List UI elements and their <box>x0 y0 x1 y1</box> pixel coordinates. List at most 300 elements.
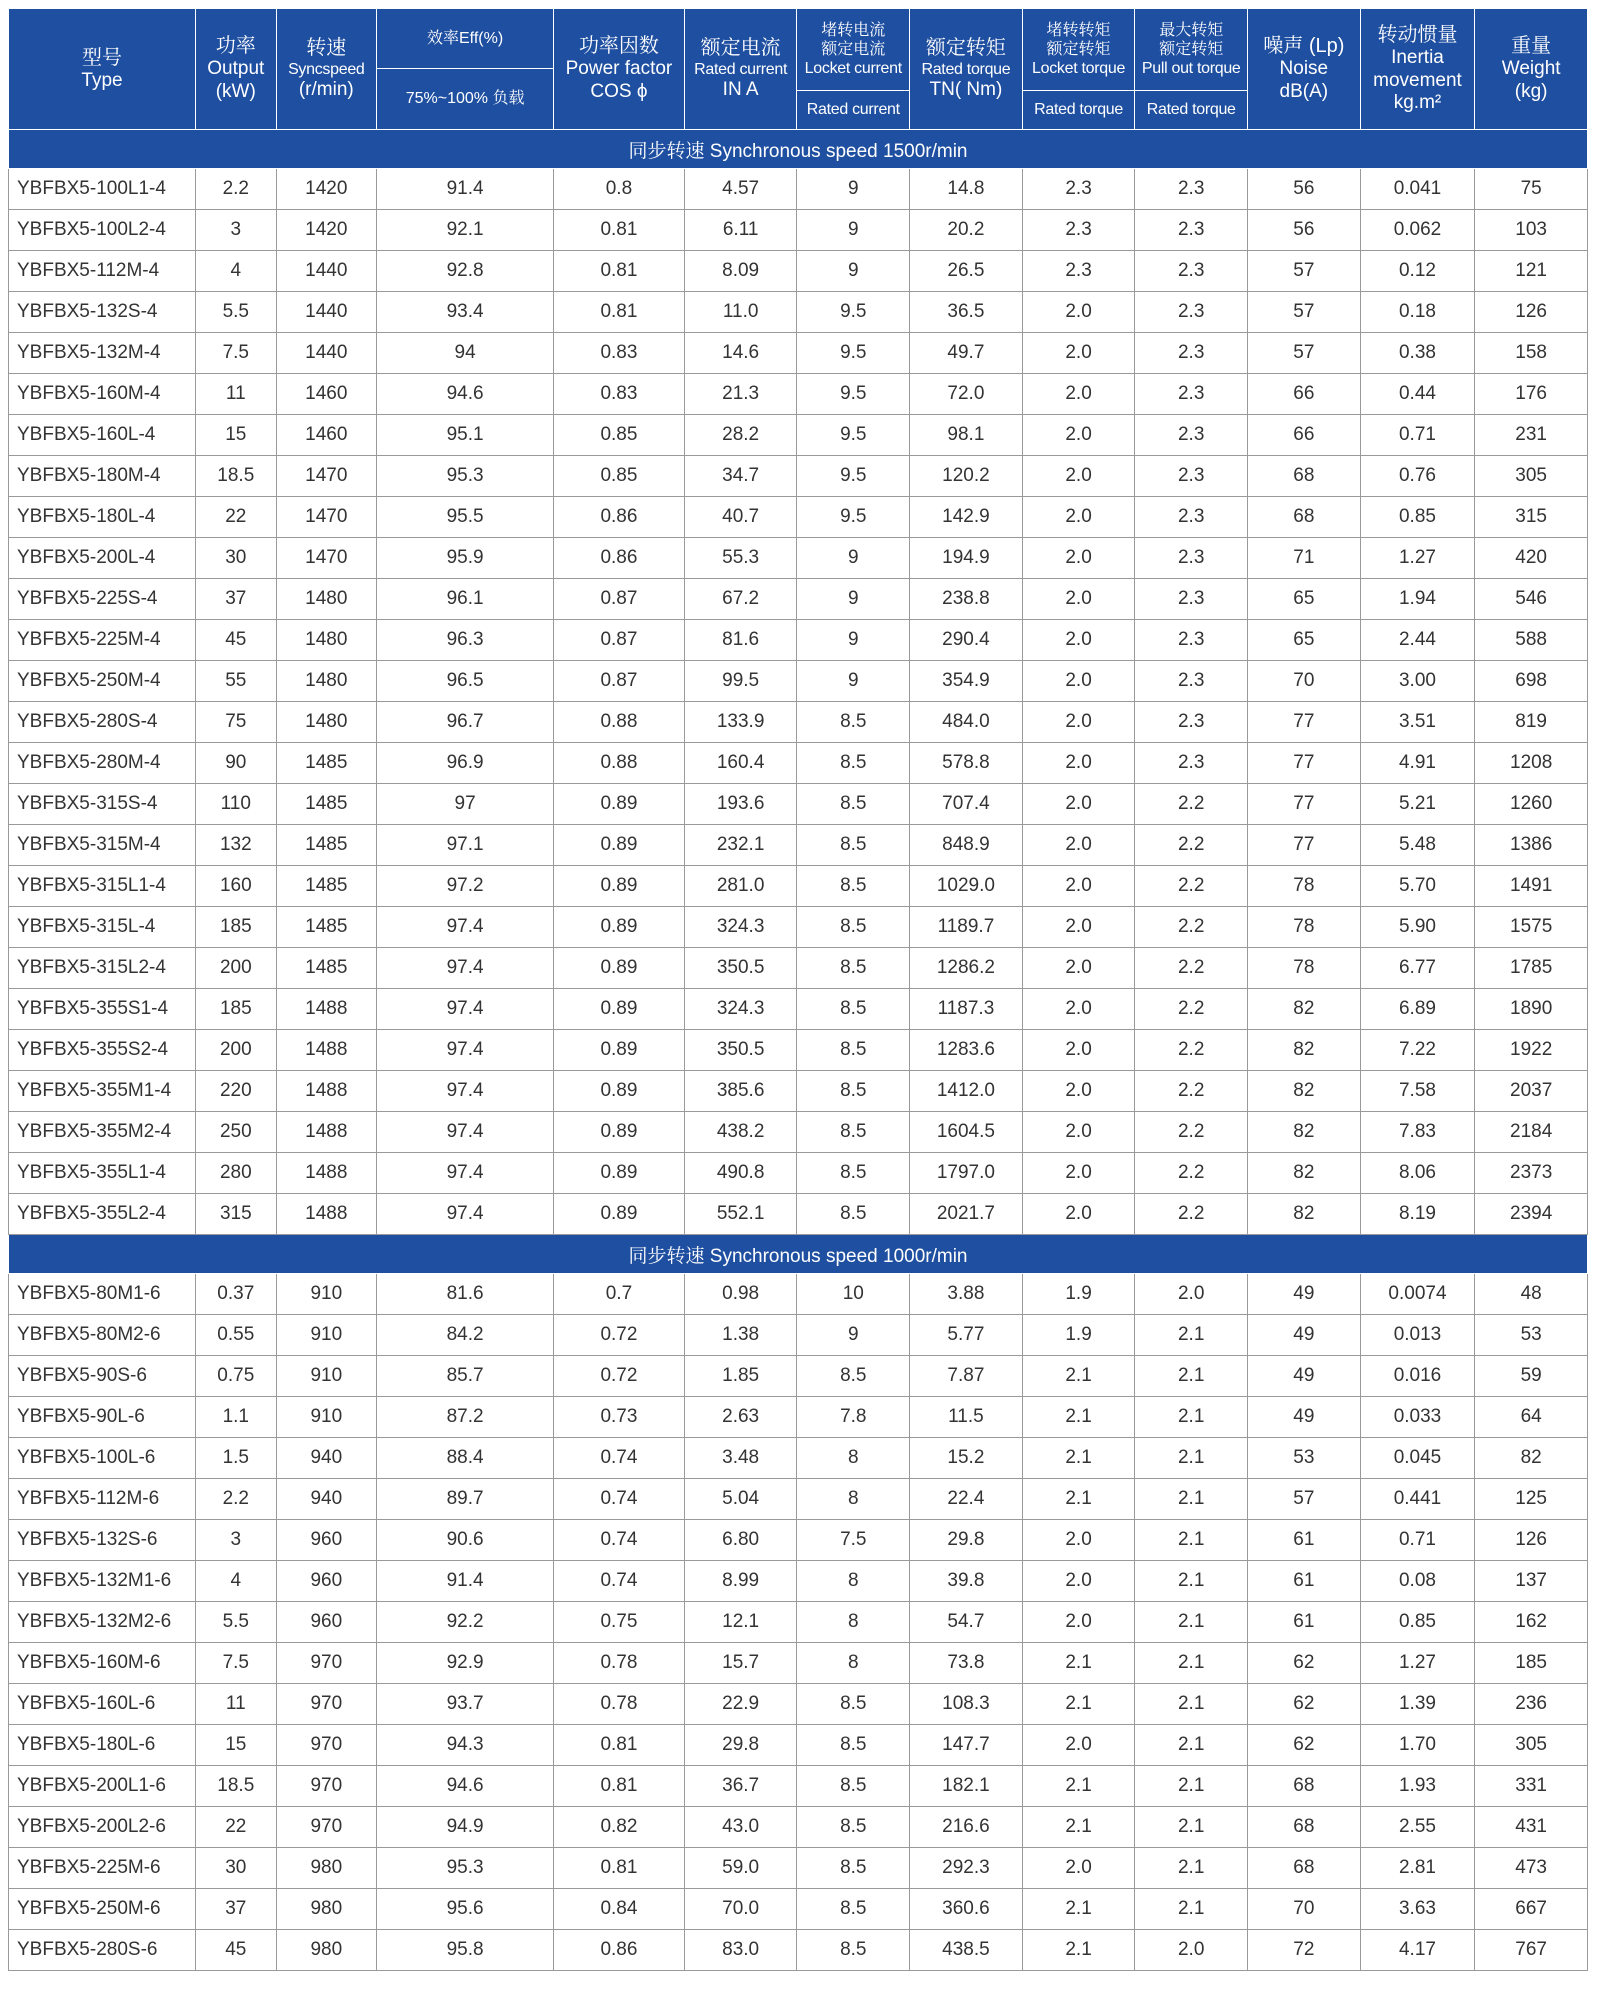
header-rated-current: 额定电流 Rated current IN A <box>684 9 797 130</box>
table-cell: 75 <box>1475 169 1588 210</box>
table-cell: 2.3 <box>1135 538 1248 579</box>
table-cell: 70 <box>1248 661 1361 702</box>
table-cell: 970 <box>276 1766 377 1807</box>
table-cell: 0.78 <box>554 1643 685 1684</box>
table-cell: 200 <box>196 948 276 989</box>
table-cell: 91.4 <box>377 169 554 210</box>
table-cell: 5.04 <box>684 1479 797 1520</box>
table-cell: 0.041 <box>1360 169 1475 210</box>
table-cell: 66 <box>1248 415 1361 456</box>
table-cell: 2.1 <box>1022 1684 1135 1725</box>
table-cell: 78 <box>1248 948 1361 989</box>
table-cell: 97.4 <box>377 1112 554 1153</box>
table-cell: 0.016 <box>1360 1356 1475 1397</box>
table-row <box>9 1153 1588 1194</box>
table-cell: 90.6 <box>377 1520 554 1561</box>
header-type: 型号 Type <box>9 9 196 130</box>
table-cell: 1420 <box>276 169 377 210</box>
table-cell: 45 <box>196 620 276 661</box>
table-cell: 1575 <box>1475 907 1588 948</box>
table-cell: 0.86 <box>554 497 685 538</box>
table-cell: 193.6 <box>684 784 797 825</box>
table-cell: 99.5 <box>684 661 797 702</box>
table-cell: 9 <box>797 251 910 292</box>
table-row <box>9 1766 1588 1807</box>
table-cell: 0.74 <box>554 1520 685 1561</box>
model-cell: YBFBX5-315S-4 <box>9 784 196 825</box>
table-cell: 0.89 <box>554 1071 685 1112</box>
table-cell: 78 <box>1248 907 1361 948</box>
table-cell: 2.0 <box>1022 415 1135 456</box>
table-cell: 970 <box>276 1807 377 1848</box>
table-cell: 160.4 <box>684 743 797 784</box>
table-row <box>9 1807 1588 1848</box>
table-cell: 0.88 <box>554 702 685 743</box>
header-power-factor: 功率因数 Power factor COS ϕ <box>554 9 685 130</box>
table-cell: 0.89 <box>554 907 685 948</box>
model-cell: YBFBX5-132M-4 <box>9 333 196 374</box>
model-cell: YBFBX5-100L1-4 <box>9 169 196 210</box>
table-cell: 14.6 <box>684 333 797 374</box>
table-cell: 94.6 <box>377 1766 554 1807</box>
table-cell: 77 <box>1248 702 1361 743</box>
table-cell: 9 <box>797 661 910 702</box>
table-cell: 28.2 <box>684 415 797 456</box>
table-cell: 324.3 <box>684 989 797 1030</box>
table-cell: 2.1 <box>1135 1848 1248 1889</box>
table-cell: 2.3 <box>1135 579 1248 620</box>
table-cell: 1460 <box>276 415 377 456</box>
table-cell: 96.3 <box>377 620 554 661</box>
table-cell: 62 <box>1248 1684 1361 1725</box>
table-cell: 2.3 <box>1135 169 1248 210</box>
table-cell: 2.1 <box>1135 1315 1248 1356</box>
table-cell: 0.83 <box>554 333 685 374</box>
table-cell: 0.85 <box>1360 1602 1475 1643</box>
table-cell: 2.1 <box>1135 1725 1248 1766</box>
table-cell: 59.0 <box>684 1848 797 1889</box>
table-cell: 7.5 <box>196 1643 276 1684</box>
table-cell: 6.11 <box>684 210 797 251</box>
model-cell: YBFBX5-225M-6 <box>9 1848 196 1889</box>
table-cell: 0.013 <box>1360 1315 1475 1356</box>
table-cell: 2.0 <box>1022 784 1135 825</box>
table-cell: 698 <box>1475 661 1588 702</box>
table-cell: 350.5 <box>684 948 797 989</box>
table-cell: 7.5 <box>797 1520 910 1561</box>
table-cell: 1029.0 <box>910 866 1023 907</box>
table-cell: 0.89 <box>554 784 685 825</box>
table-cell: 126 <box>1475 1520 1588 1561</box>
table-cell: 9 <box>797 1315 910 1356</box>
table-cell: 82 <box>1248 1153 1361 1194</box>
table-cell: 1283.6 <box>910 1030 1023 1071</box>
table-cell: 8.5 <box>797 948 910 989</box>
model-cell: YBFBX5-355M1-4 <box>9 1071 196 1112</box>
table-cell: 65 <box>1248 579 1361 620</box>
table-cell: 2.0 <box>1022 866 1135 907</box>
table-cell: 11.0 <box>684 292 797 333</box>
model-cell: YBFBX5-132M2-6 <box>9 1602 196 1643</box>
table-cell: 120.2 <box>910 456 1023 497</box>
table-cell: 2.0 <box>1022 1602 1135 1643</box>
table-cell: 48 <box>1475 1274 1588 1315</box>
header-speed: 转速 Syncspeed (r/min) <box>276 9 377 130</box>
table-cell: 1485 <box>276 784 377 825</box>
table-cell: 980 <box>276 1930 377 1971</box>
table-row <box>9 579 1588 620</box>
table-cell: 125 <box>1475 1479 1588 1520</box>
table-cell: 26.5 <box>910 251 1023 292</box>
model-cell: YBFBX5-112M-4 <box>9 251 196 292</box>
table-cell: 94.3 <box>377 1725 554 1766</box>
table-cell: 2.0 <box>1022 1725 1135 1766</box>
table-cell: 12.1 <box>684 1602 797 1643</box>
table-cell: 2.0 <box>1022 1112 1135 1153</box>
table-cell: 588 <box>1475 620 1588 661</box>
table-cell: 1485 <box>276 743 377 784</box>
table-cell: 8.19 <box>1360 1194 1475 1235</box>
table-cell: 2.2 <box>1135 1071 1248 1112</box>
table-cell: 98.1 <box>910 415 1023 456</box>
table-cell: 2.3 <box>1135 374 1248 415</box>
table-cell: 0.81 <box>554 210 685 251</box>
table-cell: 6.89 <box>1360 989 1475 1030</box>
table-cell: 2.1 <box>1135 1356 1248 1397</box>
table-row <box>9 210 1588 251</box>
table-cell: 70 <box>1248 1889 1361 1930</box>
table-cell: 65 <box>1248 620 1361 661</box>
table-cell: 305 <box>1475 1725 1588 1766</box>
table-cell: 91.4 <box>377 1561 554 1602</box>
table-cell: 0.08 <box>1360 1561 1475 1602</box>
table-cell: 11.5 <box>910 1397 1023 1438</box>
table-cell: 82 <box>1248 989 1361 1030</box>
table-cell: 5.5 <box>196 292 276 333</box>
table-cell: 0.81 <box>554 251 685 292</box>
table-cell: 2.63 <box>684 1397 797 1438</box>
table-cell: 1491 <box>1475 866 1588 907</box>
table-cell: 137 <box>1475 1561 1588 1602</box>
table-cell: 39.8 <box>910 1561 1023 1602</box>
table-row <box>9 1194 1588 1235</box>
table-cell: 8.5 <box>797 784 910 825</box>
table-cell: 0.12 <box>1360 251 1475 292</box>
model-cell: YBFBX5-315M-4 <box>9 825 196 866</box>
table-cell: 77 <box>1248 825 1361 866</box>
table-cell: 3 <box>196 1520 276 1561</box>
table-cell: 2021.7 <box>910 1194 1023 1235</box>
table-cell: 2.2 <box>1135 989 1248 1030</box>
table-cell: 2.1 <box>1022 1438 1135 1479</box>
table-cell: 8.5 <box>797 907 910 948</box>
table-cell: 64 <box>1475 1397 1588 1438</box>
table-cell: 11 <box>196 374 276 415</box>
table-cell: 8 <box>797 1561 910 1602</box>
table-cell: 57 <box>1248 333 1361 374</box>
table-cell: 0.74 <box>554 1438 685 1479</box>
table-cell: 7.22 <box>1360 1030 1475 1071</box>
header-output: 功率 Output (kW) <box>196 9 276 130</box>
table-cell: 2.0 <box>1022 497 1135 538</box>
table-cell: 2.0 <box>1022 538 1135 579</box>
table-cell: 0.8 <box>554 169 685 210</box>
table-cell: 8.5 <box>797 1030 910 1071</box>
table-row <box>9 1438 1588 1479</box>
table-cell: 94 <box>377 333 554 374</box>
table-cell: 1.9 <box>1022 1315 1135 1356</box>
table-cell: 88.4 <box>377 1438 554 1479</box>
table-cell: 0.88 <box>554 743 685 784</box>
table-cell: 14.8 <box>910 169 1023 210</box>
table-cell: 0.0074 <box>1360 1274 1475 1315</box>
table-cell: 578.8 <box>910 743 1023 784</box>
table-cell: 2.2 <box>1135 1194 1248 1235</box>
table-cell: 2.3 <box>1022 251 1135 292</box>
table-cell: 5.21 <box>1360 784 1475 825</box>
table-cell: 2.0 <box>1022 1194 1135 1235</box>
table-cell: 0.81 <box>554 292 685 333</box>
table-cell: 0.86 <box>554 538 685 579</box>
table-cell: 970 <box>276 1643 377 1684</box>
table-cell: 0.89 <box>554 825 685 866</box>
table-cell: 4.17 <box>1360 1930 1475 1971</box>
table-cell: 2.1 <box>1022 1889 1135 1930</box>
table-cell: 2.0 <box>1022 1030 1135 1071</box>
table-cell: 4 <box>196 251 276 292</box>
table-cell: 232.1 <box>684 825 797 866</box>
table-cell: 1208 <box>1475 743 1588 784</box>
table-cell: 2.3 <box>1022 169 1135 210</box>
table-cell: 0.441 <box>1360 1479 1475 1520</box>
table-cell: 305 <box>1475 456 1588 497</box>
table-cell: 1187.3 <box>910 989 1023 1030</box>
table-cell: 1.5 <box>196 1438 276 1479</box>
model-cell: YBFBX5-315L-4 <box>9 907 196 948</box>
table-cell: 2373 <box>1475 1153 1588 1194</box>
table-cell: 97.4 <box>377 989 554 1030</box>
table-cell: 4 <box>196 1561 276 1602</box>
model-cell: YBFBX5-355S2-4 <box>9 1030 196 1071</box>
table-cell: 61 <box>1248 1520 1361 1561</box>
table-cell: 55 <box>196 661 276 702</box>
table-cell: 78 <box>1248 866 1361 907</box>
table-cell: 83.0 <box>684 1930 797 1971</box>
table-cell: 2.1 <box>1135 1479 1248 1520</box>
table-cell: 2.0 <box>1022 702 1135 743</box>
table-row <box>9 415 1588 456</box>
table-cell: 1.93 <box>1360 1766 1475 1807</box>
table-cell: 0.72 <box>554 1315 685 1356</box>
table-cell: 6.80 <box>684 1520 797 1561</box>
header-inertia: 转动惯量 Inertia movement kg.m² <box>1360 9 1475 130</box>
table-cell: 3.00 <box>1360 661 1475 702</box>
table-cell: 1260 <box>1475 784 1588 825</box>
table-cell: 8.99 <box>684 1561 797 1602</box>
table-cell: 59 <box>1475 1356 1588 1397</box>
table-cell: 2.0 <box>1022 825 1135 866</box>
table-cell: 9.5 <box>797 497 910 538</box>
table-cell: 96.7 <box>377 702 554 743</box>
model-cell: YBFBX5-250M-4 <box>9 661 196 702</box>
table-cell: 7.83 <box>1360 1112 1475 1153</box>
table-row <box>9 907 1588 948</box>
model-cell: YBFBX5-355M2-4 <box>9 1112 196 1153</box>
table-row <box>9 1602 1588 1643</box>
table-cell: 8.5 <box>797 1848 910 1889</box>
table-cell: 95.3 <box>377 1848 554 1889</box>
table-cell: 2.3 <box>1135 210 1248 251</box>
table-cell: 82 <box>1248 1112 1361 1153</box>
table-cell: 142.9 <box>910 497 1023 538</box>
table-row <box>9 538 1588 579</box>
table-cell: 0.045 <box>1360 1438 1475 1479</box>
table-cell: 84.2 <box>377 1315 554 1356</box>
table-cell: 9.5 <box>797 415 910 456</box>
table-cell: 910 <box>276 1315 377 1356</box>
header-locked-current-ratio: 堵转电流 额定电流 Locket current Rated current <box>797 9 910 130</box>
table-cell: 281.0 <box>684 866 797 907</box>
table-cell: 15.2 <box>910 1438 1023 1479</box>
table-row <box>9 1520 1588 1561</box>
table-cell: 1460 <box>276 374 377 415</box>
table-row <box>9 948 1588 989</box>
table-cell: 87.2 <box>377 1397 554 1438</box>
table-row <box>9 1561 1588 1602</box>
table-cell: 1420 <box>276 210 377 251</box>
table-cell: 18.5 <box>196 456 276 497</box>
table-cell: 200 <box>196 1030 276 1071</box>
table-row <box>9 784 1588 825</box>
table-cell: 160 <box>196 866 276 907</box>
table-cell: 2.1 <box>1135 1684 1248 1725</box>
table-cell: 53 <box>1475 1315 1588 1356</box>
table-cell: 49.7 <box>910 333 1023 374</box>
model-cell: YBFBX5-90L-6 <box>9 1397 196 1438</box>
table-cell: 360.6 <box>910 1889 1023 1930</box>
table-cell: 2.0 <box>1022 1561 1135 1602</box>
table-cell: 92.1 <box>377 210 554 251</box>
table-row <box>9 1274 1588 1315</box>
model-cell: YBFBX5-132S-4 <box>9 292 196 333</box>
table-cell: 54.7 <box>910 1602 1023 1643</box>
table-row <box>9 825 1588 866</box>
model-cell: YBFBX5-250M-6 <box>9 1889 196 1930</box>
table-cell: 940 <box>276 1438 377 1479</box>
header-locked-torque-ratio: 堵转转矩 额定转矩 Locket torque Rated torque <box>1022 9 1135 130</box>
table-cell: 980 <box>276 1848 377 1889</box>
table-cell: 8.5 <box>797 866 910 907</box>
table-cell: 0.75 <box>196 1356 276 1397</box>
header-rated-torque: 额定转矩 Rated torque TN( Nm) <box>910 9 1023 130</box>
table-cell: 2.0 <box>1022 989 1135 1030</box>
table-cell: 1485 <box>276 907 377 948</box>
table-cell: 45 <box>196 1930 276 1971</box>
table-cell: 15 <box>196 1725 276 1766</box>
table-cell: 9 <box>797 169 910 210</box>
table-cell: 5.90 <box>1360 907 1475 948</box>
table-cell: 0.89 <box>554 1112 685 1153</box>
table-cell: 2.1 <box>1022 1807 1135 1848</box>
table-cell: 36.5 <box>910 292 1023 333</box>
table-cell: 2.0 <box>1022 661 1135 702</box>
table-cell: 2.81 <box>1360 1848 1475 1889</box>
table-cell: 56 <box>1248 210 1361 251</box>
table-cell: 0.98 <box>684 1274 797 1315</box>
table-row <box>9 1479 1588 1520</box>
table-cell: 7.87 <box>910 1356 1023 1397</box>
table-cell: 5.48 <box>1360 825 1475 866</box>
table-cell: 1485 <box>276 825 377 866</box>
table-cell: 2.0 <box>1022 1071 1135 1112</box>
table-cell: 2.0 <box>1022 620 1135 661</box>
table-cell: 2.0 <box>1022 907 1135 948</box>
table-cell: 250 <box>196 1112 276 1153</box>
table-cell: 22 <box>196 497 276 538</box>
table-cell: 97 <box>377 784 554 825</box>
table-cell: 1.39 <box>1360 1684 1475 1725</box>
model-cell: YBFBX5-280S-6 <box>9 1930 196 1971</box>
table-cell: 8.5 <box>797 702 910 743</box>
table-cell: 1485 <box>276 866 377 907</box>
table-cell: 97.4 <box>377 1071 554 1112</box>
table-cell: 62 <box>1248 1643 1361 1684</box>
table-cell: 7.8 <box>797 1397 910 1438</box>
table-cell: 431 <box>1475 1807 1588 1848</box>
model-cell: YBFBX5-280M-4 <box>9 743 196 784</box>
table-cell: 8.5 <box>797 1356 910 1397</box>
table-cell: 15 <box>196 415 276 456</box>
table-cell: 30 <box>196 538 276 579</box>
table-cell: 2.1 <box>1135 1766 1248 1807</box>
table-cell: 0.033 <box>1360 1397 1475 1438</box>
section-title: 同步转速 Synchronous speed 1500r/min <box>9 130 1588 169</box>
table-cell: 10 <box>797 1274 910 1315</box>
table-cell: 0.18 <box>1360 292 1475 333</box>
table-cell: 1480 <box>276 702 377 743</box>
table-cell: 8 <box>797 1479 910 1520</box>
table-cell: 970 <box>276 1725 377 1766</box>
table-cell: 2.3 <box>1135 333 1248 374</box>
table-cell: 5.77 <box>910 1315 1023 1356</box>
table-cell: 53 <box>1248 1438 1361 1479</box>
table-cell: 132 <box>196 825 276 866</box>
table-cell: 1488 <box>276 1071 377 1112</box>
table-cell: 2.0 <box>1022 374 1135 415</box>
table-cell: 290.4 <box>910 620 1023 661</box>
table-cell: 71 <box>1248 538 1361 579</box>
model-cell: YBFBX5-112M-6 <box>9 1479 196 1520</box>
table-cell: 82 <box>1248 1194 1361 1235</box>
table-cell: 0.85 <box>554 456 685 497</box>
table-cell: 67.2 <box>684 579 797 620</box>
table-cell: 1604.5 <box>910 1112 1023 1153</box>
table-cell: 767 <box>1475 1930 1588 1971</box>
table-cell: 0.71 <box>1360 1520 1475 1561</box>
table-cell: 2037 <box>1475 1071 1588 1112</box>
model-cell: YBFBX5-225M-4 <box>9 620 196 661</box>
table-cell: 62 <box>1248 1725 1361 1766</box>
table-cell: 97.4 <box>377 1194 554 1235</box>
table-cell: 315 <box>196 1194 276 1235</box>
table-cell: 89.7 <box>377 1479 554 1520</box>
table-row <box>9 333 1588 374</box>
table-cell: 37 <box>196 1889 276 1930</box>
motor-spec-table <box>8 8 1588 1971</box>
table-cell: 238.8 <box>910 579 1023 620</box>
table-cell: 220 <box>196 1071 276 1112</box>
table-cell: 92.9 <box>377 1643 554 1684</box>
